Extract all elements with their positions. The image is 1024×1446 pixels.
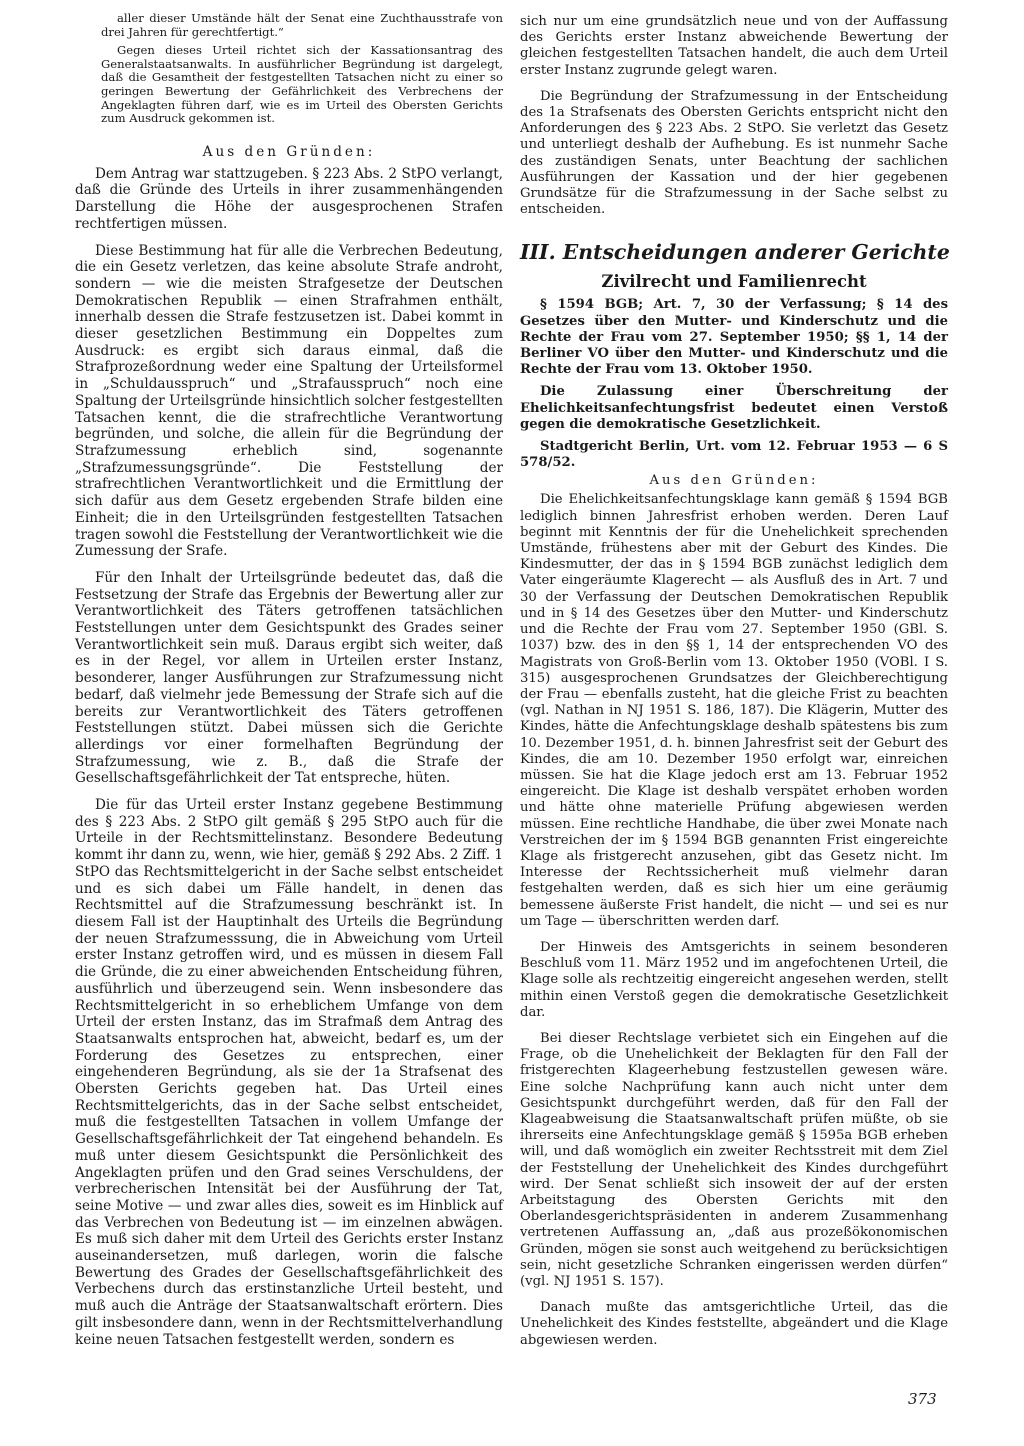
page-number: 373 bbox=[908, 1390, 937, 1408]
intro-quote: aller dieser Umstände hält der Senat eine Zuchthausstrafe von drei Jahren für gerechtfertigt.“ bbox=[101, 11, 503, 39]
body-paragraph: Die für das Urteil erster Instanz gegebene Bestimmung des § 223 Abs. 2 StPO gilt gemäß § 295 StPO auch für die Urteile in der Rechtsmittelinstanz. Besondere Bedeutung kommt ihr dann zu, wenn, wie hier, gemäß § 292 Abs. 2 Ziff. 1 StPO das Rechtsmittelgericht in der Sache selbst entscheidet und es sich dabei um Fälle handelt, in denen das Rechtsmittel auf die Strafzumessung beschränkt ist. In diesem Fall ist der Hauptinhalt des Urteils die Begründung der neuen Strafzumesssung, die in Abweichung vom Urteil erster Instanz getroffen wird, und es müssen in diesem Fall die Gründe, die zu einer abweichenden Entscheidung führen, ausführlich und überzeugend sein. Wenn insbesondere das Rechtsmittelgericht in so erheblichem Umfange von dem Urteil der ersten Instanz, das im Strafmaß dem Antrag des Staatsanwalts entsprochen hat, abweicht, bedarf es, um der Forderung des Gesetzes zu entsprechen, einer eingehenderen Begründung, als sie der 1a Strafsenat des Obersten Gerichts gegeben hat. Das Urteil eines Rechtsmittelgerichts, das in der Sache selbst entscheidet, muß die festgestellten Tatsachen in vollem Umfange der Gesellschaftsgefährlichkeit der Tat eingehend behandeln. Es muß unter diesem Gesichtspunkt die Persönlichkeit des Angeklagten prüfen und den Grad seines Verschuldens, der verbrecherischen Intensität bei der Ausführung der Tat, seine Motive — und zwar alles dies, soweit es im Hinblick auf das Verbrechen von Bedeutung ist — im einzelnen abwägen. Es muß sich daher mit dem Urteil des Gerichts erster Instanz auseinandersetzen, muß darlegen, worin die falsche Bewertung des Grades der Gesellschaftsgefährlichkeit des Verbechens durch das erstinstanzliche Urteil besteht, und muß auch die Anträge der Staatsanwaltschaft erörtern. Dies gilt insbesondere dann, wenn in der Rechtsmittelverhandlung keine neuen Tatsachen festgestellt werden, sondern es bbox=[75, 797, 503, 1348]
body-paragraph: Danach mußte das amtsgerichtliche Urteil, das die Unehelichkeit des Kindes feststellte, abgeändert und die Klage abgewiesen werden. bbox=[520, 1300, 948, 1348]
statute-references: § 1594 BGB; Art. 7, 30 der Verfassung; § 14 des Gesetzes über den Mutter- und Kinderschutz und die Rechte der Frau vom 27. September 1950; §§ 1, 14 der Berliner VO über den Mutter- und Kinderschutz und die Rechte der Frau vom 13. Oktober 1950. bbox=[520, 297, 948, 378]
body-paragraph: Für den Inhalt der Urteilsgründe bedeutet das, daß die Festsetzung der Strafe das Ergebnis der Bewertung aller zur Verantwortlichkeit des Täters getroffenen tatsächlichen Feststellungen unter dem Gesichtspunkt des Grades seiner Verantwortlichkeit sein muß. Daraus ergibt sich weiter, daß es in der Regel, vor allem in Urteilen erster Instanz, besonderer, langer Ausführungen zur Strafzumessung nicht bedarf, daß vielmehr jede Bemessung der Strafe sich auf die bereits zur Verantwortlichkeit des Täters getroffenen Feststellungen stützt. Dabei müssen sich die Gerichte allerdings vor einer formelhaften Begründung der Strafzumessung, wie z. B., daß die Strafe der Gesellschaftsgefährlichkeit der Tat entspreche, hüten. bbox=[75, 569, 503, 787]
right-column bbox=[520, 0, 948, 1349]
court-citation: Stadtgericht Berlin, Urt. vom 12. Februar 1953 — 6 S 578/52. bbox=[520, 439, 948, 471]
continuation-paragraph: sich nur um eine grundsätzlich neue und von der Auffassung des Gerichts erster Instanz abweichende Bewertung der gleichen festgestellten Tatsachen handelt, die auch dem Urteil erster Instanz zugrunde gelegt waren. bbox=[520, 14, 948, 78]
reasons-heading: Aus den Gründen: bbox=[202, 143, 376, 160]
left-column bbox=[75, 0, 503, 1348]
intro-summary: Gegen dieses Urteil richtet sich der Kassationsantrag des Generalstaatsanwalts. In ausführlicher Begründung ist dargelegt, daß die Gesamtheit der festgestellten Tatsachen nicht zu einer so geringen Bewertung der Gefährlichkeit des Verbrechens der Angeklagten führen darf, wie es im Urteil des Obersten Gerichts zum Ausdruck gekommen ist. bbox=[101, 43, 503, 126]
reasons-heading: Aus den Gründen: bbox=[649, 473, 819, 489]
body-paragraph: Diese Bestimmung hat für alle die Verbrechen Bedeutung, die ein Gesetz verletzen, das keine absolute Strafe androht, sondern — wie die meisten Strafgesetze der Deutschen Demokratischen Republik — einen Strafrahmen enthält, innerhalb dessen die Strafe festzusetzen ist. Dabei kommt in dieser gesetzlichen Bestimmung ein Doppeltes zum Ausdruck: es ergibt sich daraus einmal, daß die Strafprozeßordnung weder eine Spaltung der Urteilsformel in „Schuldausspruch“ und „Strafausspruch“ noch eine Spaltung der Urteilsgründe hinsichtlich solcher festgestellten Tatsachen kennt, die die strafrechtliche Verantwortung begründen, und solche, die allein für die Begründung der Strafzumessung erheblich sind, sogenannte „Strafzumessungsgründe“. Die Feststellung der strafrechtlichen Verantwortlichkeit und die Ermittlung der sich dafür aus dem Gesetz ergebenden Strafe bilden eine Einheit; die in den Urteilsgründen festgestellten Tatsachen tragen sowohl die Feststellung der Verantwortlichkeit wie die Zumessung der Srafe. bbox=[75, 242, 503, 560]
body-paragraph: Der Hinweis des Amtsgerichts in seinem besonderen Beschluß vom 11. März 1952 und im angefochtenen Urteil, die Klage solle als rechtzeitig eingereicht angesehen werden, stellt mithin einen Verstoß gegen die demokratische Gesetzlichkeit dar. bbox=[520, 939, 948, 1020]
body-paragraph: Dem Antrag war stattzugeben. § 223 Abs. 2 StPO verlangt, daß die Gründe des Urteils in ihrer zusammenhängenden Darstellung die Höhe der ausgesprochenen Strafen rechtfertigen müssen. bbox=[75, 165, 503, 232]
continuation-paragraph: Die Begründung der Strafzumessung in der Entscheidung des 1a Strafsenats des Obersten Gerichts entspricht nicht den Anforderungen des § 223 Abs. 2 StPO. Sie verletzt das Gesetz und unterliegt deshalb der Aufhebung. Es ist nunmehr Sache des zuständigen Senats, unter Beachtung der sachlichen Ausführungen der Kassation und der hier gegebenen Grundsätze für die Strafzumessung in der Sache selbst zu entscheiden. bbox=[520, 88, 948, 218]
section-title: III. Entscheidungen anderer Gerichte bbox=[520, 240, 950, 265]
headnote: Die Zulassung einer Überschreitung der Ehelichkeitsanfechtungsfrist bedeutet einen Verstoß gegen die demokratische Gesetzlichkeit. bbox=[520, 384, 948, 432]
body-paragraph: Bei dieser Rechtslage verbietet sich ein Eingehen auf die Frage, ob die Unehelichkeit der Beklagten für den Fall der fristgerechten Klageerhebung festzustellen gewesen wäre. Eine solche Nachprüfung kann auch nicht unter dem Gesichtspunkt durchgeführt werden, daß für den Fall der Klageabweisung die Staatsanwaltschaft prüfen müßte, ob sie ihrerseits eine Anfechtungsklage gemäß § 1595a BGB erheben will, und daß womöglich ein zweiter Rechtsstreit mit dem Ziel der Feststellung der Unehelichkeit des Kindes durchgeführt wird. Der Senat schließt sich insoweit der auf der ersten Arbeitstagung des Obersten Gerichts mit den Oberlandesgerichtspräsidenten in anderem Zusammenhang vertretenen Auffassung an, „daß aus prozeßökonomischen Gründen, mögen sie sonst auch weitgehend zu berücksichtigen sein, nicht gesetzliche Schranken eingerissen werden dürfen“ (vgl. NJ 1951 S. 157). bbox=[520, 1030, 948, 1290]
body-paragraph: Die Ehelichkeitsanfechtungsklage kann gemäß § 1594 BGB lediglich binnen Jahresfrist erhoben werden. Deren Lauf beginnt mit Kenntnis der für die Unehelichkeit sprechenden Umstände, frühestens aber mit der Geburt des Kindes. Die Kindesmutter, der das in § 1594 BGB zunächst lediglich dem Vater eingeräumte Klagerecht — als Ausfluß des in Art. 7 und 30 der Verfassung der Deutschen Demokratischen Republik und in § 14 des Gesetzes über den Mutter- und Kinderschutz und die Rechte der Frau vom 27. September 1950 (GBl. S. 1037) bzw. des in den §§ 1, 14 der entsprechenden VO des Magistrats von Groß-Berlin vom 13. Oktober 1950 (VOBl. I S. 315) ausgesprochenen Grundsatzes der Gleichberechtigung der Frau — ebenfalls zusteht, hat die gleiche Frist zu beachten (vgl. Nathan in NJ 1951 S. 186, 187). Die Klägerin, Mutter des Kindes, hätte die Anfechtungsklage deshalb spätestens bis zum 10. Dezember 1951, d. h. binnen Jahresfrist seit der Geburt des Kindes, die am 10. Dezember 1950 erfolgt war, einreichen müssen. Sie hat die Klage jedoch erst am 13. Februar 1952 eingereicht. Die Klage ist deshalb verspätet erhoben worden und hätte ohne materielle Prüfung abgewiesen werden müssen. Eine rechtliche Handhabe, die über zwei Monate nach Verstreichen der im § 1594 BGB genannten Frist eingereichte Klage als fristgerecht anzusehen, gibt das Gesetz nicht. Im Interesse der Rechtssicherheit muß vielmehr daran festgehalten werden, daß es sich hier um eine geräumig bemessene äußerste Frist handelt, die nicht — und sei es nur um Tage — überschritten werden darf. bbox=[520, 492, 948, 929]
subsection-title: Zivilrecht und Familienrecht bbox=[601, 272, 867, 292]
